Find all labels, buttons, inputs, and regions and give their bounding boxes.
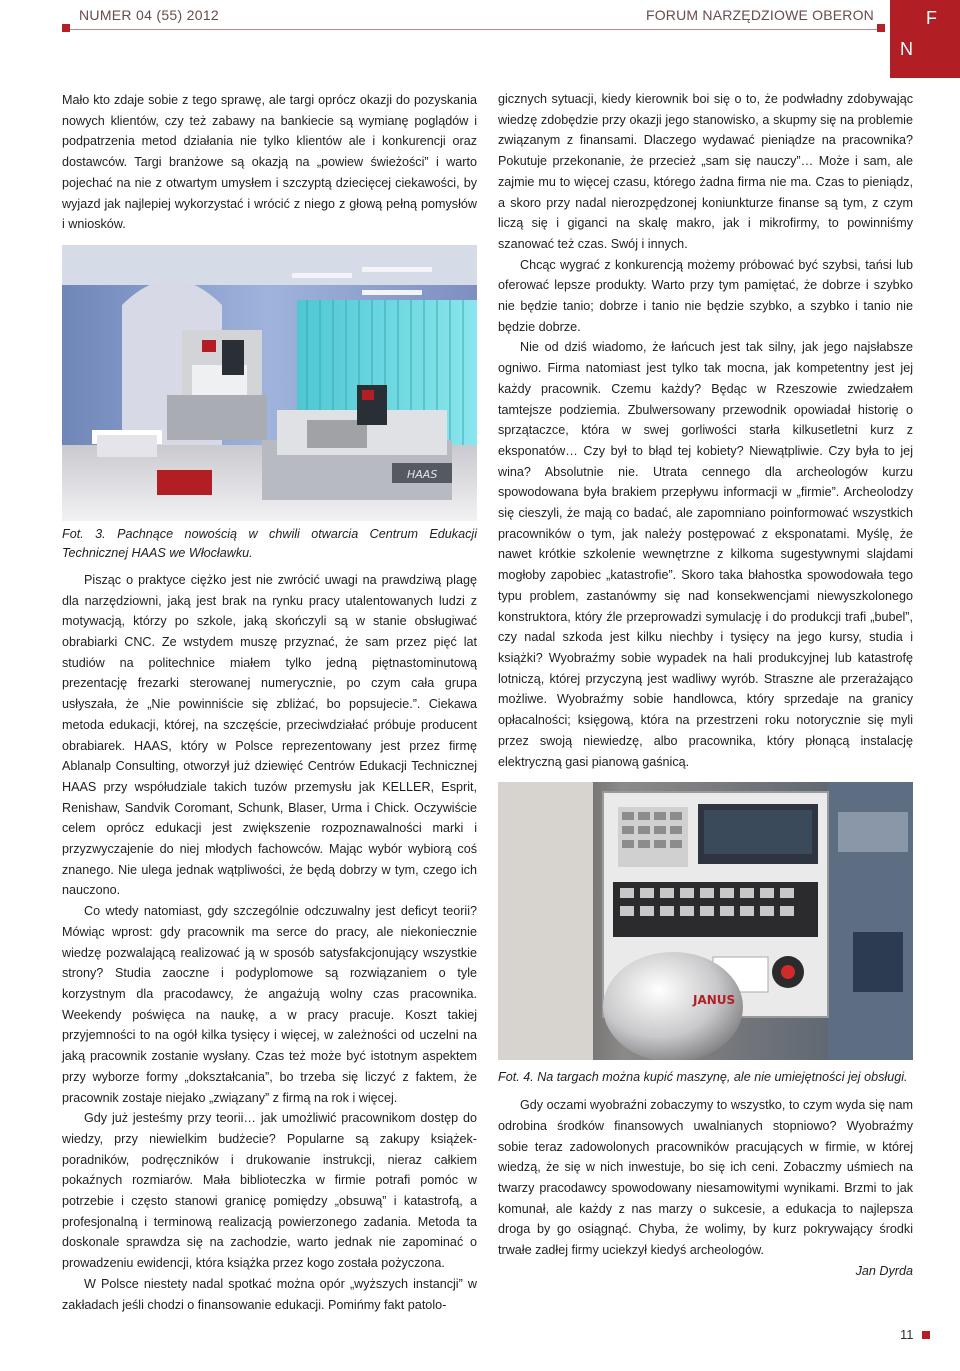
author-signature: Jan Dyrda xyxy=(855,1263,913,1278)
body-paragraph: Co wtedy natomiast, gdy szczególnie odczuwalny jest deficyt teorii? Mówiąc wprost: gdy pracownik ma serce do pracy, ale niekoniecznie wiedzę pozwalającą realizować ją w sposób satysfakcjonujący wszystkie strony? Studia zaoczne i podyplomowe są rozwiązaniem o tyle korzystnym dla pracodawcy, że angażują wolny czas pracownika. Weekendy poświęca na naukę, a w pracy pracuje. Koszt takiej przyjemności to na ogół kilka tysięcy i więcej, w zależności od uczelni na jaką pracownik zostanie wysłany. Czas też może być istotnym aspektem przy wyborze formy „dokształcania”, bo trzeba się liczyć z faktem, że pracownik zostaje niejako „związany” z firmą na rok i więcej. xyxy=(62,904,477,1105)
section-tab xyxy=(890,0,960,78)
magazine-section: FORUM NARZĘDZIOWE OBERON xyxy=(645,7,874,23)
photo-cnc-control-panel xyxy=(498,782,913,1060)
section-tab-letter-f: F xyxy=(926,8,937,28)
photo-caption-fot3: Fot. 3. Pachnące nowością w chwili otwarcia Centrum Edukacji Technicznej HAAS we Włocławku. xyxy=(62,526,477,560)
body-paragraph: Chcąc wygrać z konkurencją możemy próbować być szybsi, tańsi lub oferować lepsze produkty. Warto przy tym pamiętać, że dobrze i szybko nie będzie tanio; dobrze i tanio nie będzie szybko, a szybko i tanio nie będzie dobrze. xyxy=(498,257,913,334)
body-paragraph: Gdy już jesteśmy przy teorii… jak umożliwić pracownikom dostęp do wiedzy, przy niewielkim budżecie? Popularne są zakupy książek-poradników, podręczników i drukowanie instrukcji, nieraz całkiem pokaźnych rozmiarów. Mała biblioteczka w firmie potrafi pomóc w potrzebie i często stanowi granicę pomiędzy „obsuwą” i katastrofą, a profesjonalną i terminową realizacją powierzonego zadania. Metoda ta doskonale sprawdza się na zachodzie, warto jednak nie zapominać o prowadzeniu ewidencji, która książka przez kogo została pożyczona. xyxy=(62,1111,477,1271)
body-paragraph: W Polsce niestety nadal spotkać można opór „wyższych instancji” w zakładach jeśli chodzi o finansowanie edukacji. Pomińmy fakt patolo- xyxy=(62,1276,477,1312)
header-rule xyxy=(70,29,885,30)
body-paragraph: Nie od dziś wiadomo, że łańcuch jest tak silny, jak jego najsłabsze ogniwo. Firma natomiast jest tylko tak mocna, jak kompetentny jest jej każdy pracownik. Czemu każdy? Będąc w Rzeszowie zwiedzałem tamtejsze podziemia. Zbulwersowany przewodnik opowiadał historię o sprzątaczce, która w swej gorliwości starła kilkusetletni kurz z eksponatów… Czy był to błąd tej kobiety? Niewątpliwie. Czy była to jej wina? Absolutnie nie. Utrata cennego dla archeologów kurzu spowodowana była brakiem przepływu informacji w „firmie”. Archeolodzy się cieszyli, że mają co badać, ale zapomniano poinformować wszystkich pracowników o tym, jak należy postępować z eksponatami. Myślę, że nawet krótkie szkolenie wewnętrzne z kilkoma sugestywnymi slajdami mogłoby zapobiec „katastrofie”. Skoro taka błahostka spowodowała tego typu problem, zastanówmy się nad konsekwencjami niewyszkolonego konstruktora, który źle przeprowadzi symulację i do produkcji trafi „bubel”, czy nadal szkoda jest kilku niechby i tysięcy na jego kursy, studia i książki? Wyobraźmy sobie wypadek na hali produkcyjnej lub katastrofę lotniczą, której przyczyną jest wadliwy wyrób. Straszne ale przerażająco możliwe. Wyobraźmy sobie handlowca, który sprzedaje na granicy opłacalności; księgową, która na przestrzeni roku notorycznie się myli przez swoją niewiedzę, albo pracownika, który płonącą instalację elektryczną gasi pianową gaśnicą. xyxy=(498,340,913,769)
body-paragraph: Pisząc o praktyce ciężko jest nie zwrócić uwagi na prawdziwą plagę dla narzędziowni, jaką jest brak na rynku pracy utalentowanych ludzi z motywacją, którzy po szkole, jaką skończyli są w stanie obsługiwać obrabiarki CNC. Ze wstydem muszę przyznać, że sam przez pięć lat studiów na politechnice miałem tylko jedną piętnastominutową prezentację frezarki sterowanej numerycznie, po czym cała grupa usłyszała, że „Nie powinniście się zbliżać, bo popsujecie.”. Ciekawa metoda edukacji, której, na szczęście, przeciwdziałać próbuje producent obrabiarek. HAAS, który w Polsce reprezentowany jest przez firmę Ablanalp Consulting, otworzył już dziewięć Centrów Edukacji Technicznej HAAS przy współudziale takich tuzów przemysłu jak KELLER, Esprit, Renishaw, Sandvik Coromant, Schunk, Blaser, Urma i Chick. Oczywiście celem oprócz edukacji jest zwiększenie rozpoznawalności marki i przyzwyczajenie do niej młodych fachowców. Mając wybór wybiorą coś znanego. Nie ulega jednak wątpliwości, że będą dobrzy w tym, czego ich nauczono. xyxy=(62,572,477,898)
haas-logo: HAAS xyxy=(407,467,438,481)
footer-marker xyxy=(922,1331,930,1339)
header-marker-left xyxy=(62,24,70,32)
photo-caption-fot4: Fot. 4. Na targach można kupić maszynę, ale nie umiejętności jej obsługi. xyxy=(498,1070,908,1085)
body-paragraph: Gdy oczami wyobraźni zobaczymy to wszystko, to czym wyda się nam odrobina środków finansowych uwalnianych stopniowo? Wyobraźmy sobie teraz zadowolonych pracowników pracujących w firmie, w której wiedzą, że się w nich inwestuje, bo się ich ceni. Zobaczmy uśmiech na twarzy pracodawcy spowodowany niesamowitymi wynikami. Brzmi to jak komunał, ale każdy z nas marzy o sukcesie, a edukacja to najlepsza droga by go osiągnąć. Chyba, że wolimy, by kurz pokrywający środki trwałe zadłej firmy uciekzył kiedyś archeologów. xyxy=(498,1098,913,1258)
body-paragraph: gicznych sytuacji, kiedy kierownik boi się o to, że podwładny zdobywając wiedzę zdobędzie przy okazji jego stanowisko, a skupmy się na problemie związanym z finansami. Dlaczego wydawać pieniądze na pracownika? Pokutuje przekonanie, że przecież „sam się nauczy”… Może i sam, ale zajmie mu to więcej czasu, którego żadna firma nie ma. Czas to pieniądz, a skoro przy nadal nierozpędzonej koniunkturze finanse są tym, z czym liczą się i giganci na skalę makro, jak i mikrofirmy, to powinniśmy szanować też czas. Swój i innych. xyxy=(498,92,913,251)
left-column xyxy=(62,90,477,1315)
header-marker-right xyxy=(877,24,885,32)
section-tab-letter-n: N xyxy=(900,39,913,59)
page-number: 11 xyxy=(900,1327,914,1342)
issue-number: NUMER 04 (55) 2012 xyxy=(79,7,220,23)
running-header xyxy=(0,0,960,30)
balloon-logo: JANUS xyxy=(693,993,736,1008)
intro-paragraph: Mało kto zdaje sobie z tego sprawę, ale targi oprócz okazji do pozyskania nowych klientów, czy też zabawy na bankiecie są wymianę poglądów i podpatrzenia metod działania nie tylko klientów ale i konkurencji oraz dostawców. Targi branżowe są okazją na „powiew świeżości” i warto pojechać na nie z otwartym umysłem i szczyptą dziecięcej ciekawości, by wyjazd jak najlepiej wykorzystać i wrócić z niego z głową pełną pomysłów i wniosków. xyxy=(62,93,477,232)
right-column xyxy=(498,89,913,1282)
photo-haas-education-center xyxy=(62,245,477,521)
